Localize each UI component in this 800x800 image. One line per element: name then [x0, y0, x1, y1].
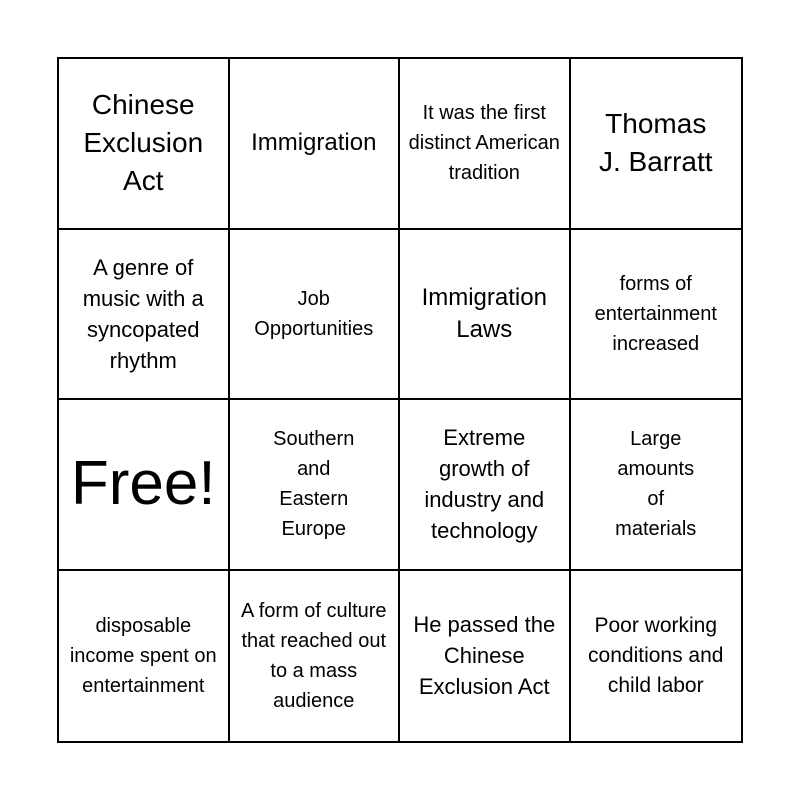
bingo-cell[interactable]: [230, 230, 401, 401]
bingo-cell[interactable]: [571, 400, 742, 571]
bingo-cell[interactable]: [400, 571, 571, 742]
bingo-cell[interactable]: [400, 230, 571, 401]
bingo-cell[interactable]: [59, 59, 230, 230]
bingo-cell[interactable]: [230, 571, 401, 742]
cell-text: A genre of music with a syncopated rhythm: [82, 254, 204, 373]
bingo-cell[interactable]: [59, 230, 230, 401]
cell-text: Poor working conditions and child labor: [588, 613, 724, 697]
free-space-text: Free!: [70, 449, 216, 519]
cell-text: Job Opportunities: [254, 287, 374, 340]
cell-text: Immigration: [251, 129, 377, 157]
cell-text: He passed the Chinese Exclusion Act: [413, 612, 556, 700]
cell-text: Chinese Exclusion Act: [83, 89, 204, 197]
cell-text: It was the first distinct American tradition: [408, 102, 560, 185]
cell-text: Large amounts of materials: [615, 428, 697, 541]
cell-text: Extreme growth of industry and technology: [424, 425, 545, 544]
cell-text: disposable income spent on entertainment: [69, 614, 217, 697]
bingo-cell[interactable]: [400, 59, 571, 230]
bingo-cell[interactable]: [571, 59, 742, 230]
bingo-cell[interactable]: [230, 400, 401, 571]
bingo-cell[interactable]: [230, 59, 401, 230]
cell-text: Southern and Eastern Europe: [273, 428, 355, 541]
cell-text: Thomas J. Barratt: [598, 108, 713, 178]
free-space-cell[interactable]: [59, 400, 230, 571]
cell-text: A form of culture that reached out to a mass audience: [240, 599, 387, 712]
bingo-board: [57, 57, 743, 743]
bingo-cell[interactable]: [571, 571, 742, 742]
cell-text: forms of entertainment increased: [594, 272, 717, 355]
cell-text: Immigration Laws: [421, 283, 547, 343]
bingo-cell[interactable]: [571, 230, 742, 401]
bingo-cell[interactable]: [400, 400, 571, 571]
bingo-cell[interactable]: [59, 571, 230, 742]
